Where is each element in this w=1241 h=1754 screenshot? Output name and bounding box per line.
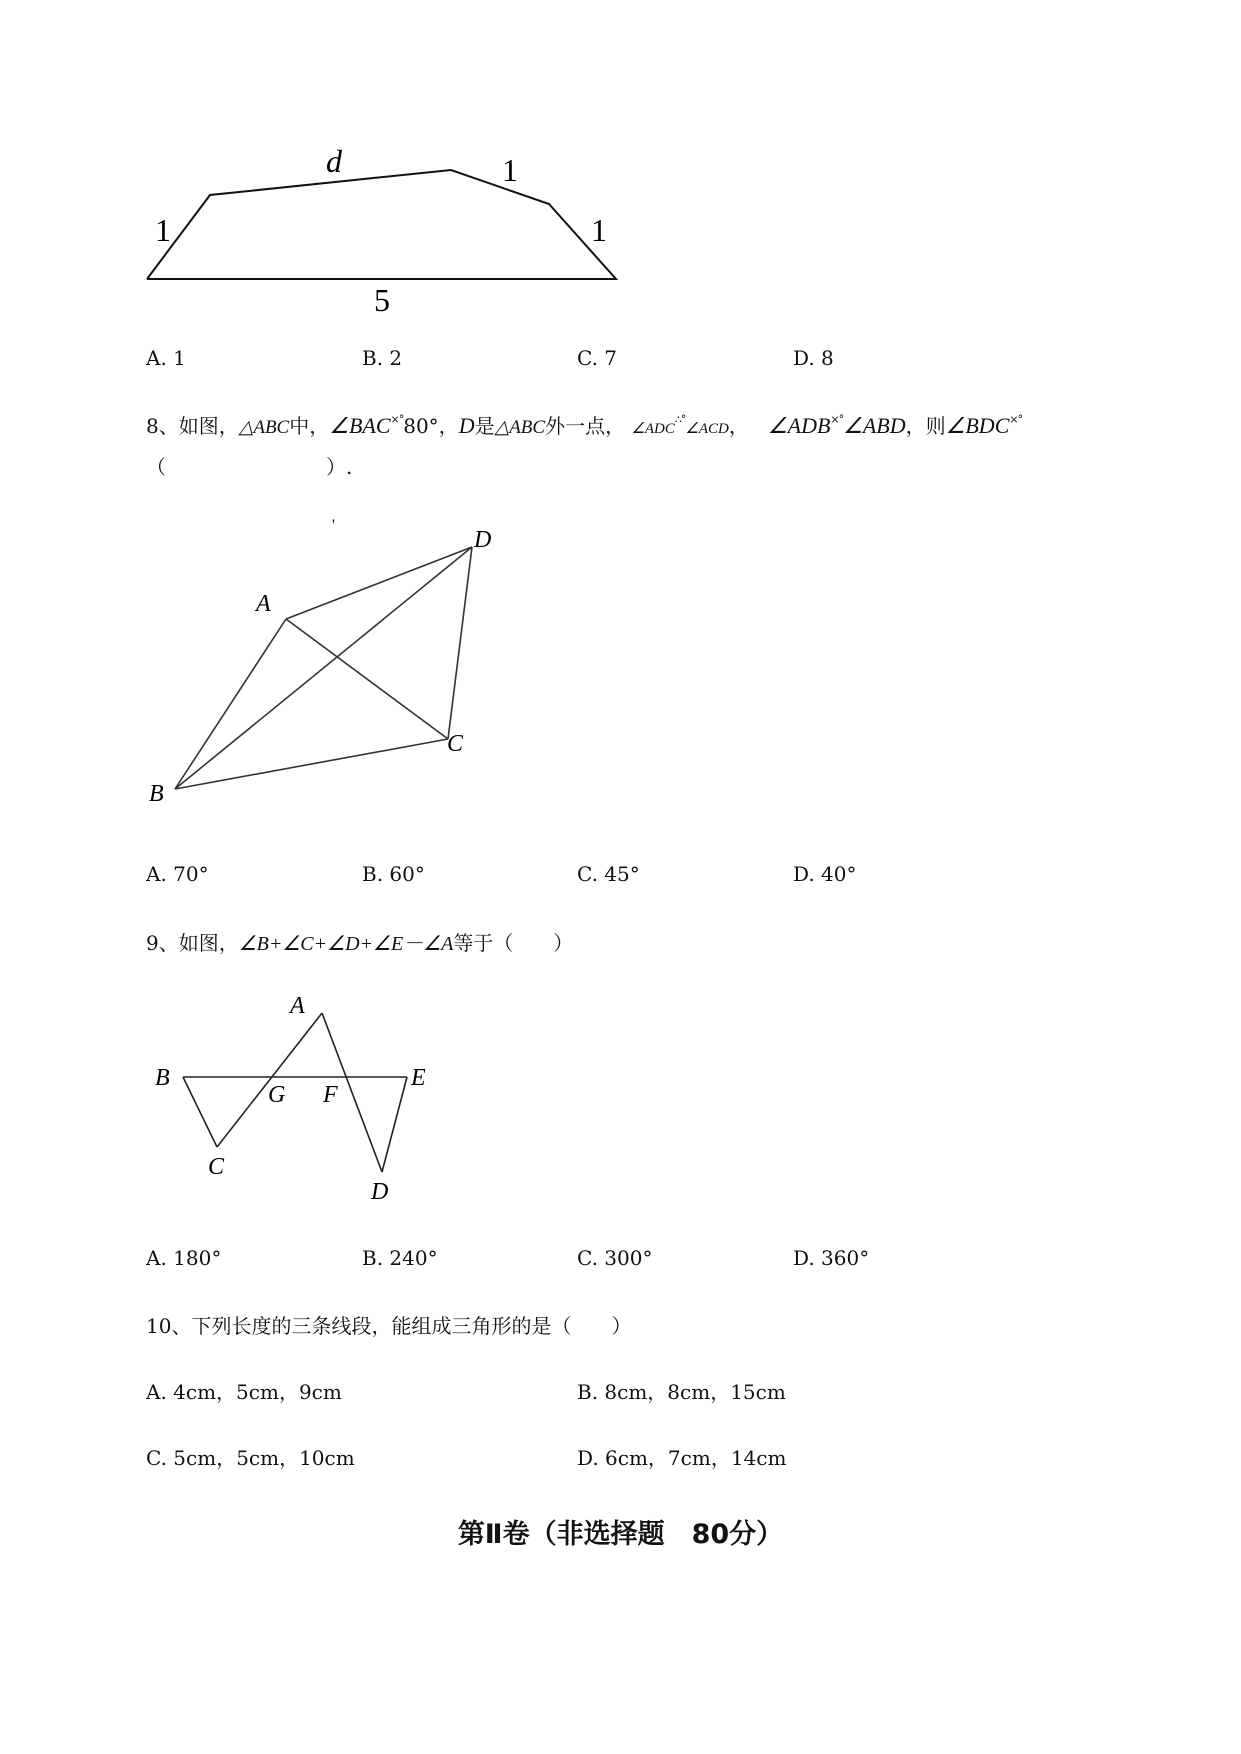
q8-option-d[interactable]: D. 40° bbox=[793, 862, 857, 886]
q8-ineq-1: ×° bbox=[390, 413, 404, 426]
q8-text-5: ， bbox=[728, 414, 749, 438]
q8-tick-mark: ' bbox=[332, 517, 335, 534]
q8-angle-bdc: ∠BDC bbox=[945, 413, 1010, 438]
q10-option-c[interactable]: C. 5cm，5cm，10cm bbox=[146, 1446, 355, 1470]
q8-text-4: 外一点， bbox=[545, 414, 626, 438]
q8-label-a: A bbox=[256, 591, 271, 617]
q8-prefix: 8、如图， bbox=[146, 414, 239, 438]
q8-ineq-4: ×° bbox=[1009, 413, 1023, 426]
q8-angle-acd: ∠ACD bbox=[685, 421, 729, 437]
q9-expression: ∠B+∠C+∠D+∠E－∠A bbox=[238, 933, 454, 955]
figure-q7-quadrilateral bbox=[0, 0, 700, 330]
q8-triangle-1: △ABC bbox=[238, 417, 290, 438]
q9-suffix: 等于（ ） bbox=[453, 931, 574, 955]
q9-prefix: 9、如图， bbox=[146, 931, 239, 955]
q9-label-a: A bbox=[290, 993, 305, 1019]
figure-q9-star-shape bbox=[0, 990, 480, 1210]
q8-label-d: D bbox=[474, 527, 492, 553]
q9-segments bbox=[183, 1013, 407, 1172]
q8-option-c[interactable]: C. 45° bbox=[577, 862, 640, 886]
label-right-1: 1 bbox=[591, 212, 607, 248]
q8-option-a[interactable]: A. 70° bbox=[146, 862, 209, 886]
q8-text-6: ，则 bbox=[905, 414, 946, 438]
polygon-outline bbox=[147, 170, 616, 279]
q8-value-1: 80°， bbox=[403, 414, 459, 438]
q8-text-3: 是 bbox=[474, 414, 495, 438]
q9-label-f: F bbox=[323, 1082, 338, 1108]
q8-segments bbox=[175, 547, 472, 789]
q8-text-2: 中， bbox=[289, 414, 330, 438]
q10-option-b[interactable]: B. 8cm，8cm，15cm bbox=[577, 1380, 786, 1404]
q9-option-c[interactable]: C. 300° bbox=[577, 1246, 653, 1270]
q7-option-b[interactable]: B. 2 bbox=[362, 346, 403, 370]
q8-angle-bac: ∠BAC bbox=[329, 413, 391, 438]
q9-label-c: C bbox=[208, 1154, 225, 1180]
q8-answer-paren: （ ）. bbox=[146, 455, 353, 479]
q8-option-b[interactable]: B. 60° bbox=[362, 862, 425, 886]
q8-label-b: B bbox=[149, 781, 164, 807]
q8-angle-abd: ∠ABD bbox=[843, 413, 906, 438]
label-bottom-5: 5 bbox=[374, 282, 390, 318]
q9-label-g: G bbox=[268, 1082, 286, 1108]
q8-ineq-3: ×° bbox=[830, 413, 844, 426]
figure-q8-quadrilateral bbox=[0, 500, 560, 830]
q8-label-c: C bbox=[447, 731, 464, 757]
q8-angle-adc: ∠ADC bbox=[631, 421, 675, 437]
q10-option-a[interactable]: A. 4cm，5cm，9cm bbox=[146, 1380, 342, 1404]
q7-option-d[interactable]: D. 8 bbox=[793, 346, 834, 370]
q10-option-d[interactable]: D. 6cm，7cm，14cm bbox=[577, 1446, 787, 1470]
q9-label-e: E bbox=[411, 1065, 426, 1091]
question-8-stem bbox=[146, 410, 1022, 439]
q8-ineq-2: ∴° bbox=[674, 413, 686, 426]
q9-option-d[interactable]: D. 360° bbox=[793, 1246, 870, 1270]
label-d: d bbox=[326, 143, 342, 179]
label-left-1: 1 bbox=[155, 212, 171, 248]
q9-option-a[interactable]: A. 180° bbox=[146, 1246, 222, 1270]
question-9-stem bbox=[146, 927, 573, 956]
q9-label-b: B bbox=[155, 1065, 170, 1091]
question-10-stem: 10、下列长度的三条线段，能组成三角形的是（ ） bbox=[146, 1314, 632, 1338]
label-top-right-1: 1 bbox=[502, 152, 518, 188]
q9-label-d: D bbox=[371, 1179, 389, 1205]
q7-option-c[interactable]: C. 7 bbox=[577, 346, 618, 370]
q7-option-a[interactable]: A. 1 bbox=[146, 346, 186, 370]
q9-option-b[interactable]: B. 240° bbox=[362, 1246, 438, 1270]
q8-angle-adb: ∠ADB bbox=[767, 413, 831, 438]
section-title: 第Ⅱ卷（非选择题 80分） bbox=[457, 1519, 784, 1550]
q8-point-d: D bbox=[458, 413, 475, 438]
q8-triangle-2: △ABC bbox=[494, 417, 546, 438]
